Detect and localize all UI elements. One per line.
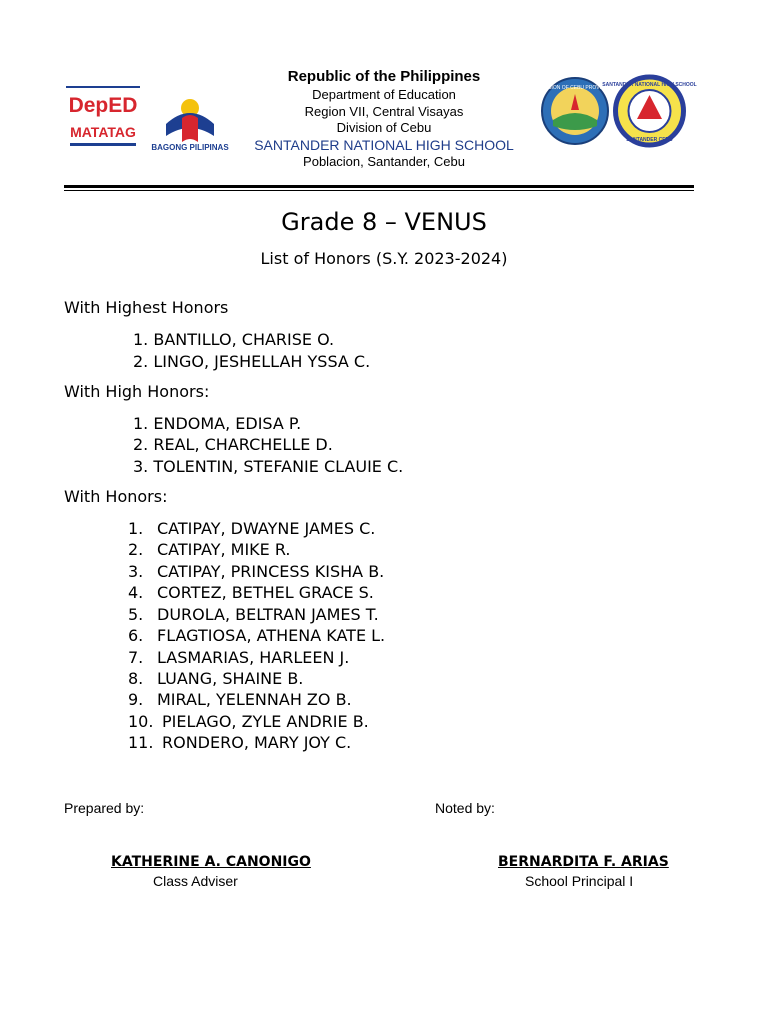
page-subtitle: List of Honors (S.Y. 2023-2024) (260, 249, 508, 268)
list-item: 3. TOLENTIN, STEFANIE CLAUIE C. (133, 457, 404, 476)
header-rule-thick (64, 185, 694, 188)
list-item: 8. LUANG, SHAINE B. (128, 669, 304, 688)
noted-by-label: Noted by: (435, 800, 495, 816)
list-item: 7. LASMARIAS, HARLEEN J. (128, 648, 350, 667)
section-heading-honors: With Honors: (64, 487, 168, 506)
list-item: 2. CATIPAY, MIKE R. (128, 540, 291, 559)
region-line: Region VII, Central Visayas (304, 104, 464, 119)
school-name: SANTANDER NATIONAL HIGH SCHOOL (254, 137, 514, 153)
prepared-by-label: Prepared by: (64, 800, 145, 816)
adviser-role: Class Adviser (153, 873, 238, 889)
principal-role: School Principal I (525, 873, 634, 889)
list-item: 10. PIELAGO, ZYLE ANDRIE B. (128, 712, 369, 731)
list-item: 4. CORTEZ, BETHEL GRACE S. (128, 583, 374, 602)
division-line: Division of Cebu (336, 120, 432, 135)
list-item: 6. FLAGTIOSA, ATHENA KATE L. (128, 626, 386, 645)
svg-text:SANTANDER NATIONAL HIGH SCHOOL: SANTANDER NATIONAL HIGH SCHOOL (602, 82, 697, 88)
list-item: 2. LINGO, JESHELLAH YSSA C. (133, 352, 371, 371)
department-line: Department of Education (312, 87, 456, 102)
section-heading-high-honors: With High Honors: (64, 382, 210, 401)
address-line: Poblacion, Santander, Cebu (303, 154, 465, 169)
adviser-name: KATHERINE A. CANONIGO (111, 854, 311, 870)
section-heading-highest-honors: With Highest Honors (64, 298, 229, 317)
header-rule-thin (64, 190, 694, 191)
svg-text:DepED: DepED (68, 94, 138, 117)
svg-text:MATATAG: MATATAG (70, 124, 136, 140)
list-item: 9. MIRAL, YELENNAH ZO B. (128, 690, 352, 709)
principal-name: BERNARDITA F. ARIAS (498, 854, 669, 870)
republic-heading: Republic of the Philippines (287, 68, 481, 85)
svg-text:BAGONG PILIPINAS: BAGONG PILIPINAS (151, 143, 229, 152)
list-item: 2. REAL, CHARCHELLE D. (133, 435, 333, 454)
svg-text:SANTANDER CEBU: SANTANDER CEBU (626, 137, 673, 143)
svg-text:DIVISION OF CEBU PROVINCE: DIVISION OF CEBU PROVINCE (538, 85, 612, 91)
list-item: 1. CATIPAY, DWAYNE JAMES C. (128, 519, 376, 538)
list-item: 1. BANTILLO, CHARISE O. (133, 330, 335, 349)
list-item: 11. RONDERO, MARY JOY C. (128, 733, 352, 752)
list-item: 5. DUROLA, BELTRAN JAMES T. (128, 605, 379, 624)
list-item: 3. CATIPAY, PRINCESS KISHA B. (128, 562, 385, 581)
list-item: 1. ENDOMA, EDISA P. (133, 414, 302, 433)
page-title: Grade 8 – VENUS (281, 208, 487, 236)
